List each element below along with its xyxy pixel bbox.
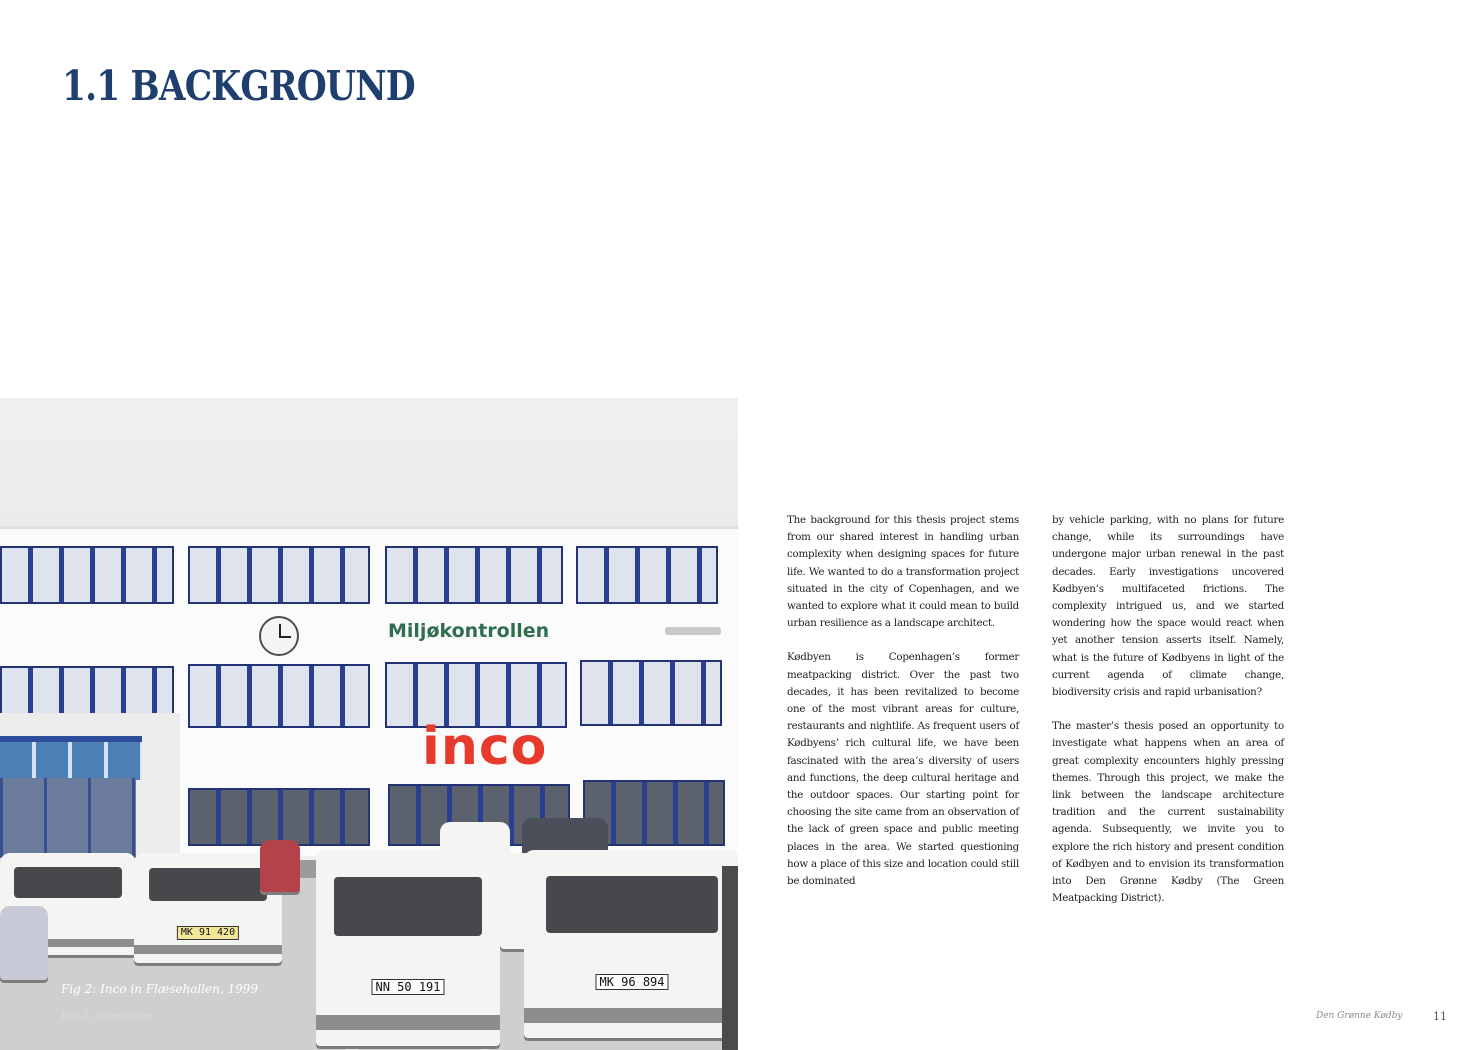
building-photo xyxy=(0,398,738,1050)
body-paragraph: The background for this thesis project stems from our shared interest in handling urban complexity when designing spaces for future life. We wanted to do a transformation project situated in the city of Copenhagen, and we wanted to explore what it could mean to build urban resilience as a landscape architect. xyxy=(787,514,1019,630)
window-band xyxy=(188,546,370,604)
car-window xyxy=(334,877,481,936)
window-band xyxy=(576,546,718,604)
license-plate: NN 50 191 xyxy=(371,979,444,995)
license-plate: MK 91 420 xyxy=(177,926,239,940)
body-paragraph: by vehicle parking, with no plans for future change, while its surroundings have undergone major urban renewal in the past decades. Early investigations uncovered Kødbyen’s multifaceted frictions. The complexity intrigued us, and we started wondering how the space would react when yet another tension asserts itself. Namely, what is the future of Kødbyens in light of the current agenda of climate change, biodiversity crisis and rapid urbanisation? xyxy=(1052,514,1284,699)
car-window xyxy=(546,876,719,932)
text-column-1 xyxy=(787,512,1019,907)
footer-title: Den Grønne Kødby xyxy=(1316,1011,1403,1021)
photo-sky xyxy=(0,398,738,528)
window-band xyxy=(580,660,722,726)
page-title: 1.1 BACKGROUND xyxy=(62,62,415,110)
page-number: 11 xyxy=(1433,1010,1447,1023)
photo-edge-shadow xyxy=(722,866,738,1050)
car xyxy=(260,840,300,892)
photo-roofline xyxy=(0,526,738,529)
license-plate: MK 96 894 xyxy=(595,974,668,990)
inco-logo: inco xyxy=(422,717,548,777)
footer-section: Part 1: Introduction xyxy=(61,1012,152,1022)
car xyxy=(316,850,500,1046)
window-band xyxy=(385,546,563,604)
body-paragraph: Kødbyen is Copenhagen’s former meatpacking district. Over the past two decades, it has been revitalized to become one of the most vibrant areas for culture, restaurants and nightlife. As frequent users of Kødbyens’ rich cultural life, we have been fascinated with the area’s diversity of users and functions, the deep cultural heritage and the outdoor spaces. Our starting point for choosing the site came from an observation of the lack of green space and public meeting places in the area. We started questioning how a place of this size and location could still be dominated xyxy=(787,651,1019,888)
car-bumper xyxy=(524,1008,738,1023)
car xyxy=(524,850,738,1038)
car-bumper xyxy=(316,1015,500,1031)
lamp-icon xyxy=(665,627,721,635)
window-band xyxy=(0,666,174,718)
glass-canopy xyxy=(0,736,142,780)
window-band xyxy=(188,788,370,846)
body-paragraph: The master’s thesis posed an opportunity to investigate what happens when an area of great complexity encounters highly pressing themes. Through this project, we make the link between the landscape architecture tradition and the current sustainability agenda. Subsequently, we invite you to explore the rich history and present condition of Kødbyen and to envision its transformation into Den Grønne Kødby (The Green Meatpacking District). xyxy=(1052,720,1284,905)
text-column-2 xyxy=(1052,512,1284,924)
car-window xyxy=(149,868,267,901)
clock-icon xyxy=(259,616,299,656)
window-band xyxy=(188,664,370,728)
annex-glass xyxy=(0,778,136,858)
car-window xyxy=(14,867,123,898)
building-sign: Miljøkontrollen xyxy=(388,620,550,642)
window-band xyxy=(0,546,174,604)
car-bumper xyxy=(134,945,282,954)
figure-caption: Fig 2: Inco in Flæsehallen, 1999 xyxy=(61,982,259,996)
car xyxy=(0,906,48,980)
